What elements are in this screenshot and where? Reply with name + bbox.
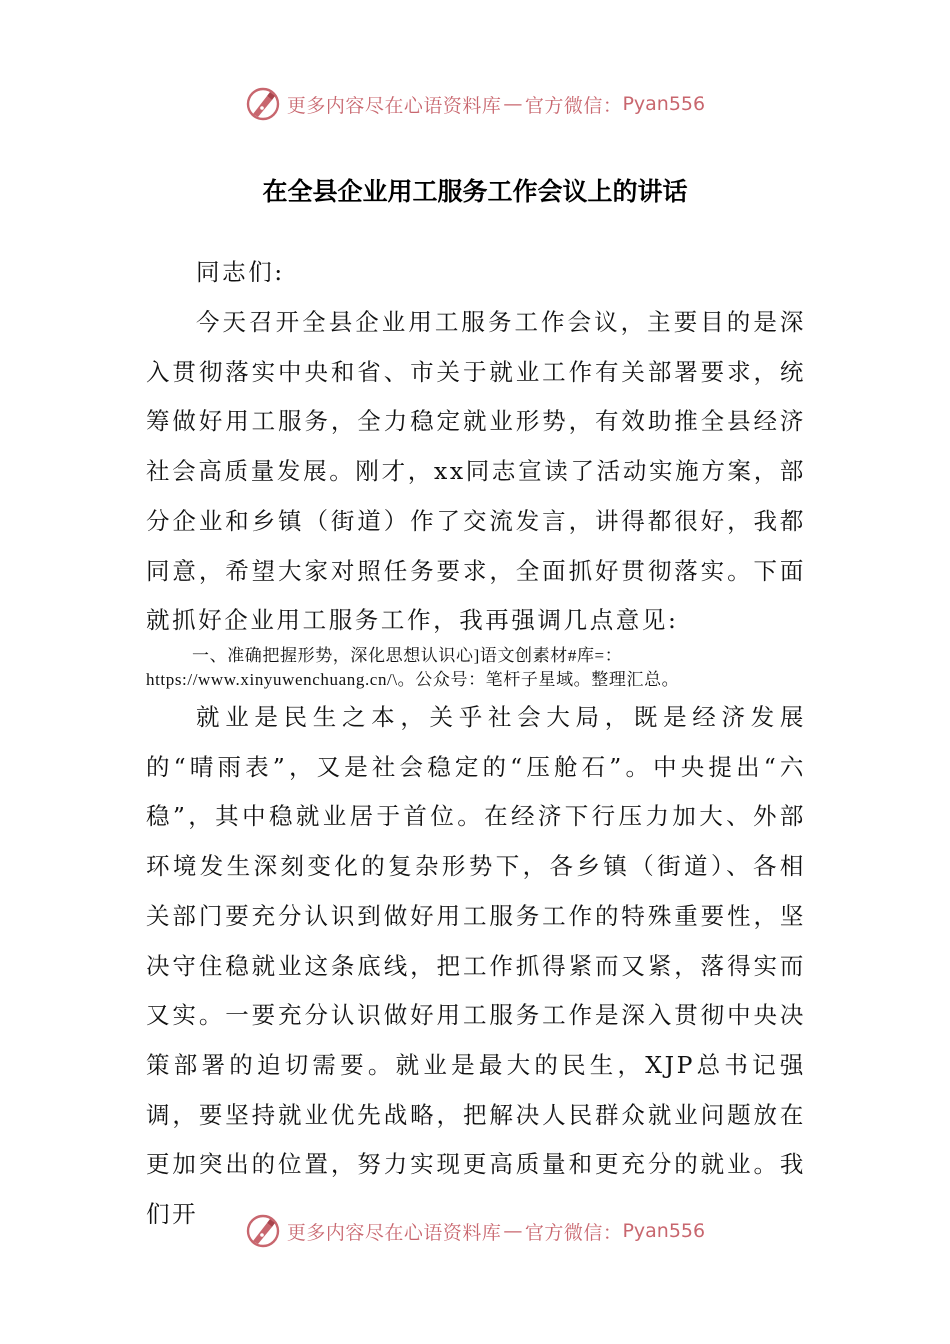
- section-heading: 一、准确把握形势，深化思想认识心]语文创素材#库=：https://www.xinyuwenchuang.cn/\。公众号：笔杆子星域。整理汇总。: [146, 646, 680, 689]
- watermark-text: 更多内容尽在心语资料库: [286, 1221, 502, 1244]
- paragraph-body: 就业是民生之本，关乎社会大局，既是经济发展的“晴雨表”，又是社会稳定的“压舱石”。中央提出“六稳”，其中稳就业居于首位。在经济下行压力加大、外部环境发生深刻变化的复杂形势下，各乡镇（街道）、各相关部门要充分认识到做好用工服务工作的特殊重要性，坚决守住稳就业这条底线，把工作抓得紧而又紧，落得实而又实。一要充分认识做好用工服务工作是深入贯彻中央决策部署的迫切需要。就业是最大的民生，XJP总书记强调，要坚持就业优先战略，把解决人民群众就业问题放在更加突出的位置，努力实现更高质量和更充分的就业。我们开: [146, 703, 806, 1229]
- watermark-suffix: 官方微信：: [524, 94, 623, 117]
- document-title: 在全县企业用工服务工作会议上的讲话: [262, 177, 688, 206]
- header-watermark: [0, 84, 950, 124]
- watermark-separator: —: [503, 1220, 523, 1242]
- watermark-separator: —: [503, 93, 523, 115]
- paragraph-intro: 今天召开全县企业用工服务工作会议，主要目的是深入贯彻落实中央和省、市关于就业工作有关部署要求，统筹做好用工服务，全力稳定就业形势，有效助推全县经济社会高质量发展。刚才，xx同志宣读了活动实施方案，部分企业和乡镇（街道）作了交流发言，讲得都很好，我都同意，希望大家对照任务要求，全面抓好贯彻落实。下面就抓好企业用工服务工作，我再强调几点意见:: [146, 308, 806, 635]
- footer-watermark: [0, 1211, 950, 1251]
- watermark-account: Pyan556: [622, 1220, 706, 1242]
- salutation: 同志们:: [196, 258, 285, 286]
- watermark-suffix: 官方微信：: [524, 1221, 623, 1244]
- pen-nib-logo-icon: [245, 86, 281, 122]
- pen-nib-logo-icon: [245, 1213, 281, 1249]
- watermark-text: 更多内容尽在心语资料库: [286, 94, 502, 117]
- watermark-account: Pyan556: [622, 93, 706, 115]
